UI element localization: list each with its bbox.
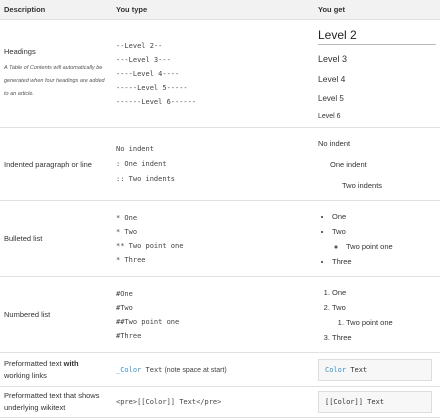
- code-line: * One: [116, 213, 138, 222]
- list-item-label: Two: [332, 302, 346, 312]
- code-line: ** Two point one: [116, 241, 184, 250]
- header-you-type: You type: [110, 0, 312, 20]
- heading-level-5: Level 5: [318, 93, 344, 103]
- wikitext-box: [[Color]] Text: [318, 391, 432, 413]
- list-item: 1. Two point one: [346, 318, 436, 327]
- code-line: #Two: [116, 303, 133, 312]
- code-line: --Level 2--: [116, 41, 163, 50]
- type-cell: [110, 128, 312, 201]
- heading-level-2: Level 2: [318, 28, 436, 45]
- nested-list: [332, 318, 436, 327]
- row-bulleted: [0, 201, 440, 277]
- desc-cell: [0, 20, 110, 128]
- header-description: Description: [0, 0, 110, 20]
- get-cell: [312, 353, 440, 387]
- no-indent-text: No indent: [318, 138, 351, 148]
- list-item: 1. One: [332, 288, 436, 297]
- row-preformatted-wikitext: [0, 387, 440, 418]
- header-you-get: You get: [312, 0, 440, 20]
- one-indent-text: One indent: [330, 159, 367, 169]
- heading-level-4: Level 4: [318, 73, 346, 84]
- type-cell: [110, 353, 312, 387]
- heading-level-3: Level 3: [318, 53, 348, 64]
- desc-headings: Headings: [4, 46, 36, 56]
- desc-preformatted-b: working links: [4, 371, 47, 380]
- code-text: Text: [141, 366, 163, 374]
- pre-text: Text: [346, 365, 368, 374]
- desc-indent: Indented paragraph or line: [0, 128, 110, 201]
- code-line: #Three: [116, 331, 142, 340]
- row-numbered: [0, 277, 440, 353]
- list-item: [332, 227, 436, 251]
- row-indent: [0, 128, 440, 201]
- desc-preformatted-a: Preformatted text: [4, 359, 64, 368]
- code-line: ##Two point one: [116, 317, 180, 326]
- code-line: * Three: [116, 255, 146, 264]
- code-line: : One indent: [116, 160, 167, 168]
- code-line: ---Level 3---: [116, 55, 171, 64]
- type-cell: [110, 277, 312, 353]
- toc-note: A Table of Contents will automatically be generated when four headings are added to an article.: [4, 64, 105, 97]
- code-line: ----Level 4----: [116, 69, 180, 78]
- space-note: (note space at start): [164, 367, 227, 374]
- list-item: ◦ Two point one: [346, 242, 436, 251]
- desc-bulleted: Bulleted list: [0, 201, 110, 277]
- code-line: -----Level 5-----: [116, 83, 188, 92]
- header-row: [0, 0, 440, 20]
- type-cell: [110, 201, 312, 277]
- list-item-label: Two: [332, 226, 346, 236]
- desc-cell: [0, 353, 110, 387]
- code-line: * Two: [116, 227, 138, 236]
- get-cell: [312, 387, 440, 418]
- bulleted-list: [318, 212, 436, 266]
- type-cell: [110, 20, 312, 128]
- get-cell: [312, 201, 440, 277]
- list-item: 3. Three: [332, 333, 436, 342]
- nested-list: [332, 242, 436, 251]
- preformatted-box: [318, 359, 432, 381]
- numbered-list: [318, 288, 436, 342]
- code-line: :: Two indents: [116, 175, 176, 183]
- get-cell: [312, 128, 440, 201]
- color-link[interactable]: Color: [325, 365, 347, 374]
- two-indents-text: Two indents: [342, 180, 383, 190]
- desc-preformatted-bold: with: [63, 359, 79, 368]
- code-line: No indent: [116, 145, 154, 153]
- list-item: [332, 303, 436, 327]
- list-item: • Three: [332, 257, 436, 266]
- code-link: _Color: [116, 366, 142, 374]
- code-line: ------Level 6------: [116, 97, 197, 106]
- heading-level-6: Level 6: [318, 112, 341, 120]
- row-headings: [0, 20, 440, 128]
- code-line: #One: [116, 289, 133, 298]
- desc-numbered: Numbered list: [0, 277, 110, 353]
- get-cell: [312, 277, 440, 353]
- row-preformatted-links: [0, 353, 440, 387]
- desc-pre-wikitext: Preformatted text that shows underlying wikitext: [0, 387, 110, 418]
- code-line: <pre>[[Color]] Text</pre>: [110, 387, 312, 418]
- list-item: • One: [332, 212, 436, 221]
- get-cell: [312, 20, 440, 128]
